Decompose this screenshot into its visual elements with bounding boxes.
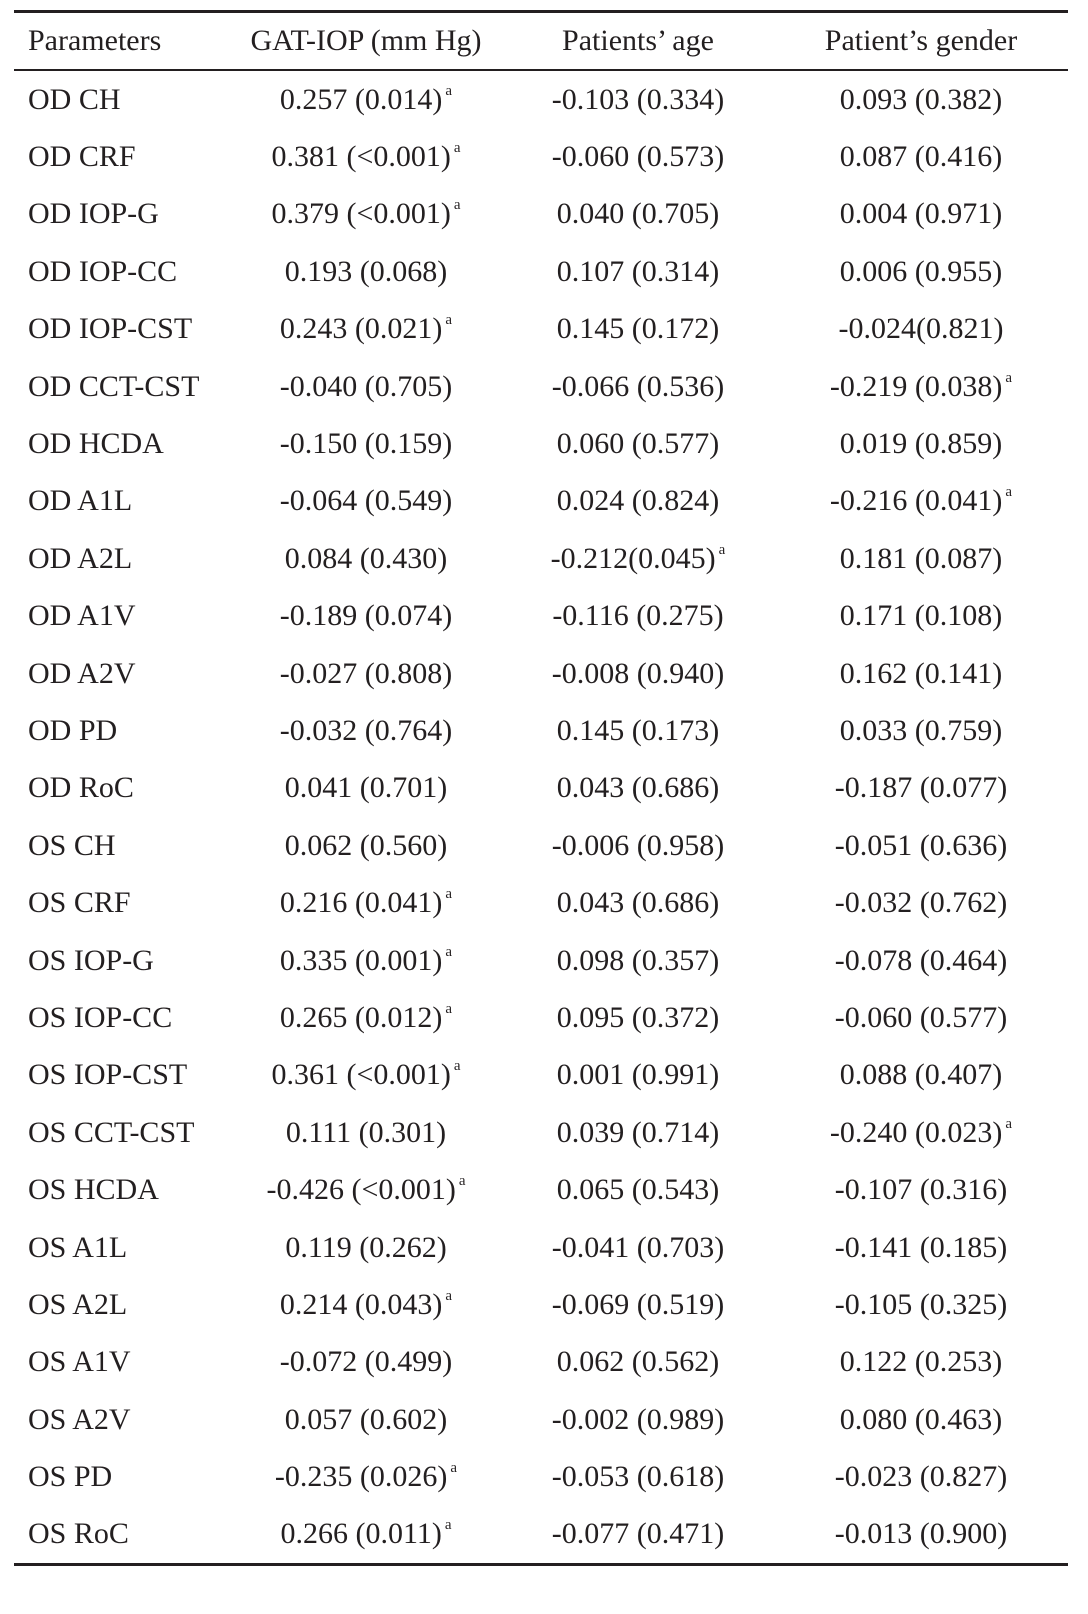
data-table <box>14 13 1068 1563</box>
header-patients-gender: Patient’s gender <box>824 24 1018 57</box>
cell-gat-iop-value: -0.426 (<0.001) <box>266 1173 456 1207</box>
table-row <box>14 301 1068 358</box>
cell-parameter-value: OD PD <box>28 713 118 747</box>
cell-patients-gender <box>774 1047 1068 1104</box>
cell-parameter-value: OS A2V <box>28 1402 131 1436</box>
cell-patients-gender <box>774 932 1068 989</box>
cell-gat-iop <box>230 1448 502 1505</box>
cell-parameter-value: OS CH <box>28 828 116 862</box>
cell-patients-age-value: -0.041 (0.703) <box>551 1230 725 1264</box>
cell-patients-gender-value: -0.216 (0.041) <box>829 484 1003 518</box>
table-row <box>14 1276 1068 1333</box>
cell-gat-iop-value: -0.072 (0.499) <box>279 1345 453 1379</box>
cell-gat-iop <box>230 1219 502 1276</box>
cell-parameter <box>14 128 230 185</box>
cell-parameter-value: OS RoC <box>28 1517 129 1551</box>
table-row <box>14 530 1068 587</box>
cell-patients-age <box>502 243 774 300</box>
table-row <box>14 1219 1068 1276</box>
table-body <box>14 69 1068 1563</box>
cell-patients-age <box>502 874 774 931</box>
cell-patients-age-value: -0.053 (0.618) <box>551 1460 725 1494</box>
cell-patients-age <box>502 645 774 702</box>
cell-patients-gender <box>774 1334 1068 1391</box>
cell-gat-iop-value: -0.189 (0.074) <box>279 599 453 633</box>
cell-parameter-value: OD HCDA <box>28 427 164 461</box>
cell-patients-gender <box>774 301 1068 358</box>
table-row <box>14 989 1068 1046</box>
cell-gat-iop <box>230 817 502 874</box>
cell-patients-gender <box>774 1219 1068 1276</box>
cell-parameter <box>14 932 230 989</box>
cell-parameter <box>14 874 230 931</box>
cell-gat-iop-value: -0.235 (0.026) <box>274 1460 448 1494</box>
cell-patients-age-value: -0.060 (0.573) <box>551 140 725 174</box>
cell-gat-iop <box>230 1391 502 1448</box>
cell-gat-iop-value: 0.062 (0.560) <box>284 828 448 862</box>
cell-patients-age-value: -0.066 (0.536) <box>551 369 725 403</box>
cell-gat-iop-value: 0.257 (0.014) <box>279 82 443 116</box>
cell-gat-iop-value: -0.064 (0.549) <box>279 484 453 518</box>
cell-parameter-value: OS A1L <box>28 1230 128 1264</box>
cell-parameter <box>14 1104 230 1161</box>
cell-parameter-value: OD A2L <box>28 541 133 575</box>
cell-gat-iop-value: 0.266 (0.011) <box>280 1517 442 1551</box>
cell-patients-gender <box>774 186 1068 243</box>
cell-gat-iop <box>230 415 502 472</box>
cell-patients-gender <box>774 989 1068 1046</box>
cell-patients-gender-value: 0.122 (0.253) <box>839 1345 1003 1379</box>
cell-patients-age <box>502 1391 774 1448</box>
significance-marker: a <box>1005 1115 1013 1132</box>
cell-patients-age-value: 0.145 (0.173) <box>556 713 720 747</box>
cell-patients-age-value: 0.062 (0.562) <box>556 1345 720 1379</box>
cell-patients-gender-value: -0.107 (0.316) <box>834 1173 1008 1207</box>
cell-patients-gender-value: -0.078 (0.464) <box>834 943 1008 977</box>
cell-patients-age-value: -0.077 (0.471) <box>551 1517 725 1551</box>
cell-gat-iop <box>230 358 502 415</box>
cell-patients-gender-value: 0.080 (0.463) <box>839 1402 1003 1436</box>
cell-patients-gender <box>774 1276 1068 1333</box>
table-row <box>14 702 1068 759</box>
cell-gat-iop-value: -0.027 (0.808) <box>279 656 453 690</box>
cell-gat-iop-value: -0.032 (0.764) <box>279 713 453 747</box>
bottom-rule <box>14 1563 1068 1566</box>
cell-parameter <box>14 71 230 128</box>
header-patients-age: Patients’ age <box>562 24 714 57</box>
cell-patients-age-value: 0.060 (0.577) <box>556 427 720 461</box>
cell-patients-gender <box>774 1161 1068 1218</box>
cell-gat-iop <box>230 1104 502 1161</box>
cell-parameter-value: OS A1V <box>28 1345 131 1379</box>
cell-patients-gender <box>774 473 1068 530</box>
cell-gat-iop-value: 0.265 (0.012) <box>279 1000 443 1034</box>
cell-parameter-value: OD CCT-CST <box>28 369 200 403</box>
cell-patients-gender <box>774 1104 1068 1161</box>
cell-patients-gender-value: 0.181 (0.087) <box>839 541 1003 575</box>
cell-patients-age-value: 0.043 (0.686) <box>556 886 720 920</box>
cell-patients-gender-value: -0.187 (0.077) <box>834 771 1008 805</box>
cell-gat-iop-value: 0.381 (<0.001) <box>271 140 451 174</box>
cell-patients-gender-value: 0.162 (0.141) <box>839 656 1003 690</box>
significance-marker: a <box>445 312 453 329</box>
cell-patients-age <box>502 128 774 185</box>
cell-parameter <box>14 1276 230 1333</box>
cell-parameter-value: OD A1L <box>28 484 133 518</box>
cell-parameter-value: OD RoC <box>28 771 134 805</box>
table-row <box>14 817 1068 874</box>
significance-marker: a <box>445 1287 453 1304</box>
cell-parameter-value: OS CRF <box>28 886 131 920</box>
table-row <box>14 932 1068 989</box>
cell-patients-age-value: -0.212(0.045) <box>550 541 716 575</box>
cell-patients-age <box>502 530 774 587</box>
cell-patients-age-value: -0.002 (0.989) <box>551 1402 725 1436</box>
cell-parameter <box>14 1506 230 1563</box>
table-row <box>14 645 1068 702</box>
cell-gat-iop-value: 0.216 (0.041) <box>279 886 443 920</box>
cell-gat-iop <box>230 301 502 358</box>
cell-parameter-value: OS A2L <box>28 1287 128 1321</box>
cell-gat-iop-value: 0.193 (0.068) <box>284 254 448 288</box>
cell-patients-age <box>502 1104 774 1161</box>
table-row <box>14 1506 1068 1563</box>
cell-patients-gender <box>774 588 1068 645</box>
cell-parameter <box>14 1161 230 1218</box>
cell-gat-iop <box>230 645 502 702</box>
header-gat-iop: GAT-IOP (mm Hg) <box>250 24 482 57</box>
cell-patients-gender <box>774 874 1068 931</box>
cell-patients-gender-value: -0.013 (0.900) <box>834 1517 1008 1551</box>
cell-patients-gender <box>774 760 1068 817</box>
cell-patients-age <box>502 817 774 874</box>
cell-parameter <box>14 301 230 358</box>
cell-patients-gender-value: -0.060 (0.577) <box>834 1000 1008 1034</box>
cell-gat-iop <box>230 588 502 645</box>
cell-parameter <box>14 588 230 645</box>
cell-gat-iop-value: 0.041 (0.701) <box>284 771 448 805</box>
significance-marker: a <box>445 886 453 903</box>
significance-marker: a <box>453 140 461 157</box>
cell-gat-iop-value: 0.214 (0.043) <box>279 1287 443 1321</box>
cell-patients-gender <box>774 702 1068 759</box>
cell-patients-gender-value: -0.219 (0.038) <box>829 369 1003 403</box>
cell-parameter <box>14 1448 230 1505</box>
cell-gat-iop <box>230 186 502 243</box>
table-row <box>14 760 1068 817</box>
cell-gat-iop-value: -0.040 (0.705) <box>279 369 453 403</box>
cell-patients-age <box>502 473 774 530</box>
cell-patients-age-value: -0.008 (0.940) <box>551 656 725 690</box>
cell-patients-gender-value: -0.141 (0.185) <box>834 1230 1008 1264</box>
cell-gat-iop <box>230 1047 502 1104</box>
cell-parameter-value: OD CH <box>28 82 121 116</box>
cell-patients-age-value: 0.043 (0.686) <box>556 771 720 805</box>
cell-patients-gender-value: 0.033 (0.759) <box>839 713 1003 747</box>
cell-patients-age-value: 0.095 (0.372) <box>556 1000 720 1034</box>
cell-gat-iop <box>230 1334 502 1391</box>
cell-patients-age <box>502 932 774 989</box>
cell-patients-age <box>502 1506 774 1563</box>
cell-patients-gender-value: -0.051 (0.636) <box>834 828 1008 862</box>
cell-parameter-value: OD CRF <box>28 140 136 174</box>
cell-parameter-value: OS HCDA <box>28 1173 159 1207</box>
cell-gat-iop-value: 0.379 (<0.001) <box>271 197 451 231</box>
table-row <box>14 415 1068 472</box>
cell-patients-gender <box>774 645 1068 702</box>
cell-patients-age <box>502 1219 774 1276</box>
cell-patients-gender-value: -0.105 (0.325) <box>834 1287 1008 1321</box>
cell-patients-gender <box>774 1506 1068 1563</box>
table-row <box>14 1047 1068 1104</box>
table-row <box>14 128 1068 185</box>
table-row <box>14 874 1068 931</box>
table-row <box>14 1391 1068 1448</box>
cell-patients-age <box>502 702 774 759</box>
cell-patients-gender <box>774 817 1068 874</box>
cell-patients-age <box>502 1334 774 1391</box>
cell-parameter-value: OD A1V <box>28 599 136 633</box>
cell-gat-iop-value: 0.057 (0.602) <box>284 1402 448 1436</box>
cell-gat-iop <box>230 473 502 530</box>
cell-parameter-value: OS IOP-G <box>28 943 154 977</box>
cell-patients-gender <box>774 128 1068 185</box>
table-row <box>14 71 1068 128</box>
significance-marker: a <box>458 1173 466 1190</box>
cell-parameter-value: OS CCT-CST <box>28 1115 195 1149</box>
header-row <box>14 13 1068 69</box>
cell-patients-age <box>502 71 774 128</box>
cell-gat-iop <box>230 1276 502 1333</box>
cell-parameter <box>14 1219 230 1276</box>
cell-parameter <box>14 186 230 243</box>
cell-patients-age <box>502 415 774 472</box>
cell-patients-gender <box>774 71 1068 128</box>
cell-patients-age-value: 0.001 (0.991) <box>556 1058 720 1092</box>
significance-marker: a <box>445 1000 453 1017</box>
cell-parameter <box>14 1334 230 1391</box>
cell-patients-gender <box>774 358 1068 415</box>
cell-patients-gender-value: -0.032 (0.762) <box>834 886 1008 920</box>
correlation-table <box>14 10 1068 1566</box>
table-row <box>14 473 1068 530</box>
cell-patients-gender-value: -0.023 (0.827) <box>834 1460 1008 1494</box>
cell-patients-gender <box>774 1448 1068 1505</box>
cell-patients-age <box>502 301 774 358</box>
cell-parameter-value: OS IOP-CST <box>28 1058 188 1092</box>
cell-patients-gender-value: 0.004 (0.971) <box>839 197 1003 231</box>
cell-gat-iop <box>230 128 502 185</box>
cell-parameter <box>14 415 230 472</box>
cell-gat-iop <box>230 71 502 128</box>
cell-patients-age <box>502 1047 774 1104</box>
cell-patients-gender <box>774 1391 1068 1448</box>
cell-parameter <box>14 530 230 587</box>
cell-patients-gender-value: 0.088 (0.407) <box>839 1058 1003 1092</box>
cell-patients-gender-value: 0.006 (0.955) <box>839 254 1003 288</box>
cell-patients-gender-value: 0.087 (0.416) <box>839 140 1003 174</box>
cell-patients-age-value: 0.107 (0.314) <box>556 254 720 288</box>
significance-marker: a <box>445 82 453 99</box>
table-row <box>14 358 1068 415</box>
cell-parameter-value: OD IOP-G <box>28 197 159 231</box>
cell-parameter-value: OD IOP-CC <box>28 254 178 288</box>
table-row <box>14 1334 1068 1391</box>
cell-patients-age-value: -0.006 (0.958) <box>551 828 725 862</box>
cell-gat-iop-value: 0.119 (0.262) <box>285 1230 447 1264</box>
cell-patients-age-value: -0.069 (0.519) <box>551 1287 725 1321</box>
cell-parameter <box>14 243 230 300</box>
cell-patients-age-value: 0.065 (0.543) <box>556 1173 720 1207</box>
cell-gat-iop <box>230 932 502 989</box>
cell-gat-iop <box>230 874 502 931</box>
cell-gat-iop <box>230 760 502 817</box>
cell-patients-gender <box>774 530 1068 587</box>
cell-parameter <box>14 473 230 530</box>
cell-parameter <box>14 760 230 817</box>
table-row <box>14 1104 1068 1161</box>
cell-patients-age <box>502 588 774 645</box>
significance-marker: a <box>453 1058 461 1075</box>
cell-parameter <box>14 989 230 1046</box>
cell-parameter-value: OD IOP-CST <box>28 312 193 346</box>
cell-parameter <box>14 645 230 702</box>
cell-patients-age <box>502 760 774 817</box>
cell-patients-age-value: 0.024 (0.824) <box>556 484 720 518</box>
table-row <box>14 588 1068 645</box>
cell-gat-iop <box>230 1506 502 1563</box>
cell-parameter <box>14 1047 230 1104</box>
cell-parameter <box>14 702 230 759</box>
cell-parameter <box>14 358 230 415</box>
table-row <box>14 186 1068 243</box>
cell-patients-age-value: 0.098 (0.357) <box>556 943 720 977</box>
cell-gat-iop-value: 0.111 (0.301) <box>285 1115 447 1149</box>
cell-patients-gender <box>774 415 1068 472</box>
cell-gat-iop-value: -0.150 (0.159) <box>279 427 453 461</box>
cell-gat-iop <box>230 989 502 1046</box>
cell-patients-age <box>502 1448 774 1505</box>
cell-parameter <box>14 817 230 874</box>
cell-patients-gender-value: 0.019 (0.859) <box>839 427 1003 461</box>
table-header <box>14 13 1068 69</box>
cell-patients-gender-value: 0.171 (0.108) <box>839 599 1003 633</box>
table-row <box>14 243 1068 300</box>
cell-gat-iop-value: 0.335 (0.001) <box>279 943 443 977</box>
cell-patients-age-value: 0.145 (0.172) <box>556 312 720 346</box>
cell-gat-iop <box>230 243 502 300</box>
table-row <box>14 1161 1068 1218</box>
cell-patients-age <box>502 358 774 415</box>
cell-patients-age <box>502 1161 774 1218</box>
table-row <box>14 1448 1068 1505</box>
cell-patients-age-value: -0.103 (0.334) <box>551 82 725 116</box>
cell-gat-iop <box>230 1161 502 1218</box>
cell-patients-age <box>502 989 774 1046</box>
cell-parameter-value: OS PD <box>28 1460 113 1494</box>
cell-gat-iop-value: 0.361 (<0.001) <box>271 1058 451 1092</box>
significance-marker: a <box>444 1517 452 1534</box>
cell-patients-age-value: 0.040 (0.705) <box>556 197 720 231</box>
cell-parameter-value: OS IOP-CC <box>28 1000 173 1034</box>
significance-marker: a <box>450 1460 458 1477</box>
cell-patients-gender <box>774 243 1068 300</box>
significance-marker: a <box>1005 484 1013 501</box>
significance-marker: a <box>445 943 453 960</box>
cell-patients-age-value: 0.039 (0.714) <box>556 1115 720 1149</box>
cell-patients-gender-value: -0.024(0.821) <box>838 312 1004 346</box>
significance-marker: a <box>453 197 461 214</box>
cell-patients-gender-value: 0.093 (0.382) <box>839 82 1003 116</box>
cell-parameter <box>14 1391 230 1448</box>
significance-marker: a <box>1005 369 1013 386</box>
header-parameters: Parameters <box>28 24 162 57</box>
cell-gat-iop <box>230 530 502 587</box>
cell-gat-iop-value: 0.084 (0.430) <box>284 541 448 575</box>
cell-gat-iop <box>230 702 502 759</box>
cell-patients-age <box>502 1276 774 1333</box>
significance-marker: a <box>718 541 726 558</box>
cell-parameter-value: OD A2V <box>28 656 136 690</box>
cell-gat-iop-value: 0.243 (0.021) <box>279 312 443 346</box>
cell-patients-age <box>502 186 774 243</box>
cell-patients-age-value: -0.116 (0.275) <box>552 599 724 633</box>
cell-patients-gender-value: -0.240 (0.023) <box>829 1115 1003 1149</box>
